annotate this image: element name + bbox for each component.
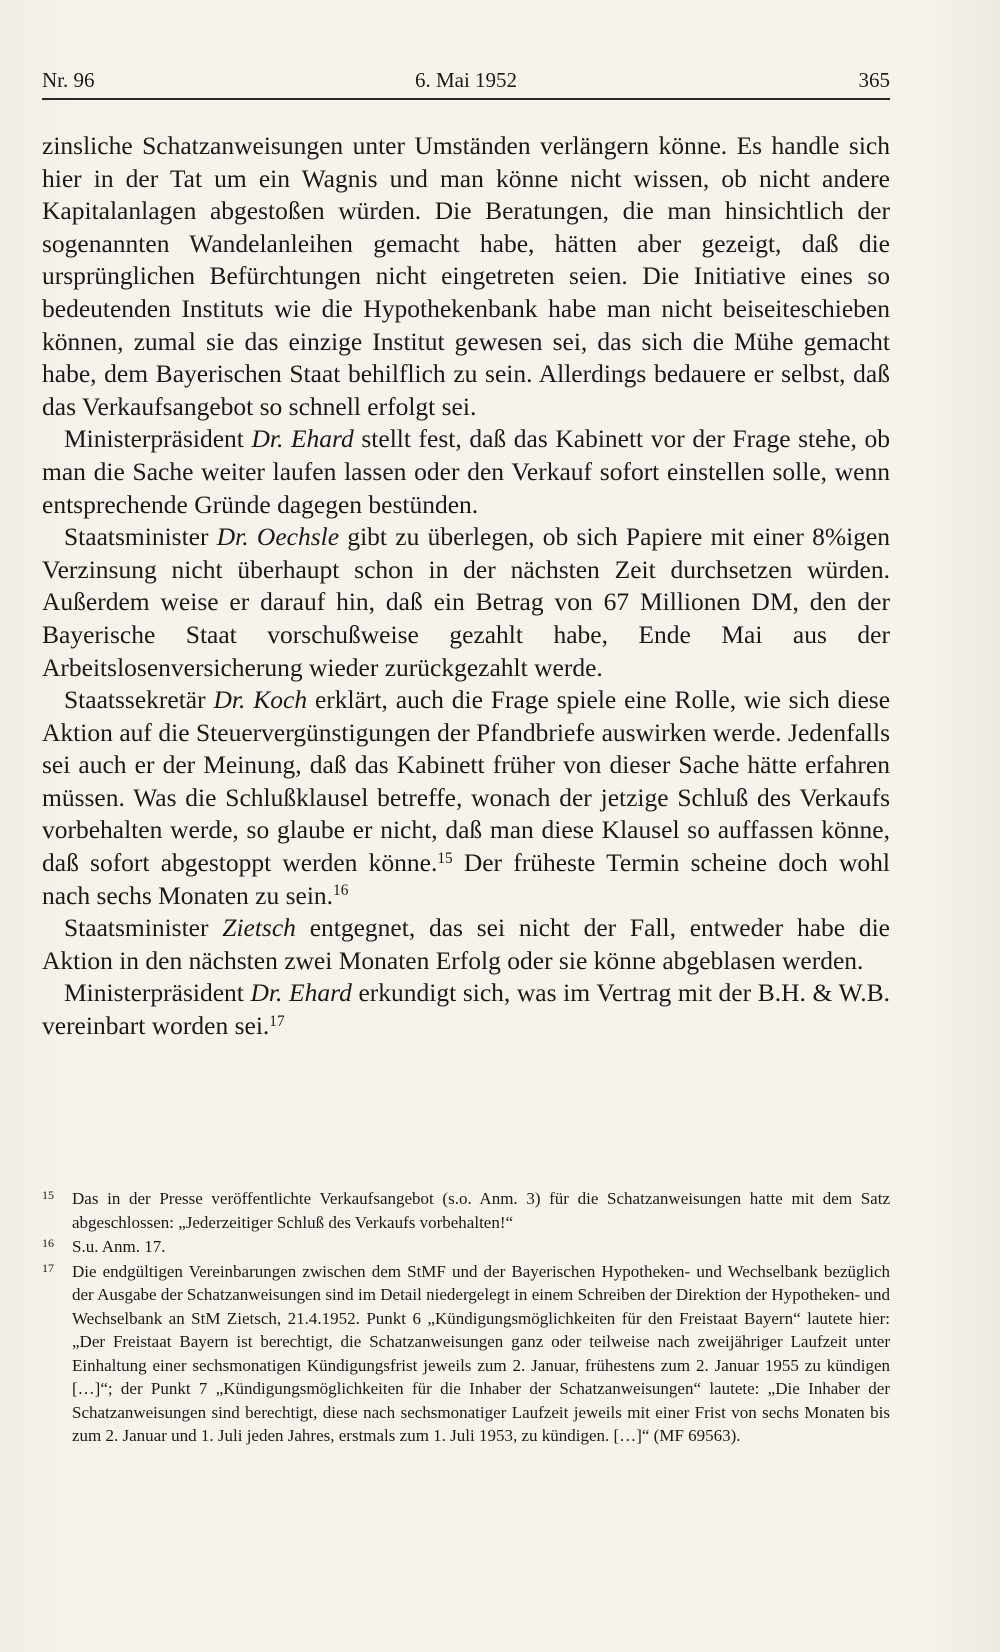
footnote <box>42 1187 890 1234</box>
paragraph <box>42 130 890 423</box>
text-segment: Der früheste Termin scheine doch wohl nach sechs Monaten zu sein. <box>42 848 891 910</box>
footnotes <box>42 1187 890 1448</box>
footnote-reference: 16 <box>333 882 349 900</box>
footnote <box>42 1235 890 1259</box>
speaker-name: Dr. Ehard <box>250 978 352 1008</box>
text-segment: zinsliche Schatzanweisungen unter Umständen verlängern könne. Es handle sich hier in der Tat um ein Wagnis und man könne nicht wissen, ob nicht andere Kapitalanlagen abgestoßen würden. Die Beratungen, die man hinsichtlich der sogenannten Wandelanleihen gemacht habe, hätten aber gezeigt, daß die ursprünglichen Befürchtungen nicht eingetreten seien. Die Initiative eines so bedeutenden Instituts wie die Hypothekenbank habe man nicht beiseiteschieben können, zumal sie das einzige Institut gewesen sei, das sich die Mühe gemacht habe, dem Bayerischen Staat behilflich zu sein. Allerdings bedauere er selbst, daß das Verkaufsangebot so schnell erfolgt sei. <box>42 131 890 421</box>
footnote-text: S.u. Anm. 17. <box>72 1237 166 1256</box>
speaker-name: Zietsch <box>222 913 296 943</box>
text-segment: Staatsminister <box>64 522 217 552</box>
footnote-reference: 17 <box>269 1012 285 1030</box>
body-text <box>42 130 890 1043</box>
speaker-name: Dr. Ehard <box>251 424 354 454</box>
text-segment: Staatsminister <box>64 913 223 943</box>
text-segment: Ministerpräsident <box>64 424 252 454</box>
footnote-text: Das in der Presse veröffentlichte Verkaufsangebot (s.o. Anm. 3) für die Schatzanweisungen hatte mit dem Satz abgeschlossen: „Jederzeitiger Schluß des Verkaufs vorbehalten!“ <box>72 1189 890 1232</box>
paragraph <box>42 521 890 684</box>
footnote-reference: 15 <box>437 849 453 867</box>
footnote-number: 16 <box>42 1236 54 1250</box>
paragraph <box>42 684 890 912</box>
header-date: 6. Mai 1952 <box>414 68 518 92</box>
footnote-number: 17 <box>42 1260 54 1275</box>
text-segment: erklärt, auch die Frage spiele eine Rolle, wie sich diese Aktion auf die Steuervergünstigungen der Pfandbriefe auswirken werde. Jedenfalls sei auch er der Meinung, daß das Kabinett früher von dieser Sache hätte erfahren müssen. Was die Schlußklausel betreffe, wonach der jetzige Schluß des Verkaufs vorbehalten werde, so glaube er nicht, daß man diese Klausel so auffassen könne, daß sofort abgestoppt werden könne. <box>42 685 891 878</box>
footnote-number: 15 <box>42 1188 54 1202</box>
text-segment: Staatssekretär <box>64 685 214 715</box>
text-segment: erkundigt sich, was im Vertrag mit der B.H. & W.B. vereinbart worden sei. <box>42 978 891 1041</box>
footnote <box>42 1260 890 1448</box>
speaker-name: Dr. Oechsle <box>216 522 340 552</box>
paragraph <box>42 912 890 977</box>
text-segment: Ministerpräsident <box>64 978 251 1008</box>
paragraph <box>42 423 890 521</box>
paragraph <box>42 977 890 1042</box>
speaker-name: Dr. Koch <box>213 685 308 715</box>
page-number: 365 <box>858 68 890 92</box>
running-header <box>42 64 890 100</box>
text-segment: entgegnet, das sei nicht der Fall, entweder habe die Aktion in den nächsten zwei Monaten Erfolg oder sie könne abgeblasen werden. <box>42 913 891 975</box>
footnote-text: Die endgültigen Vereinbarungen zwischen dem StMF und der Bayerischen Hypotheken- und Wechselbank bezüglich der Ausgabe der Schatzanweisungen sind im Detail niedergelegt in einem Schreiben der Direktion der Hypotheken- und Wechselbank an StM Zietsch, 21.4.1952. Punkt 6 „Kündigungsmöglichkeiten für den Freistaat Bayern“ lautete hier: „Der Freistaat Bayern ist berechtigt, die Schatzanweisungen ganz oder teilweise nach zweijähriger Laufzeit unter Einhaltung einer sechsmonatigen Kündigungsfrist jeweils zum 2. Januar, frühestens zum 2. Januar 1955 zu kündigen […]“; der Punkt 7 „Kündigungsmöglichkeiten für die Inhaber der Schatzanweisungen“ lautete: „Die Inhaber der Schatzanweisungen sind berechtigt, diese nach sechsmonatiger Laufzeit jeweils mit einer Frist von sechs Monaten bis zum 2. Januar und 1. Juli jeden Jahres, erstmals zum 1. Juli 1953, zu kündigen. […]“ (MF 69563). <box>72 1261 890 1445</box>
document-number: Nr. 96 <box>42 68 95 92</box>
text-segment: gibt zu überlegen, ob sich Papiere mit einer 8%igen Verzinsung nicht überhaupt schon in der nächsten Zeit durchsetzen würden. Außerdem weise er darauf hin, daß ein Betrag von 67 Millionen DM, den der Bayerische Staat vorschußweise gezahlt habe, Ende Mai aus der Arbeitslosenversicherung wieder zurückgezahlt werde. <box>42 522 891 682</box>
text-segment: stellt fest, daß das Kabinett vor der Frage stehe, ob man die Sache weiter laufen lassen oder den Verkauf sofort einstellen solle, wenn entsprechende Gründe dagegen bestünden. <box>42 424 890 519</box>
